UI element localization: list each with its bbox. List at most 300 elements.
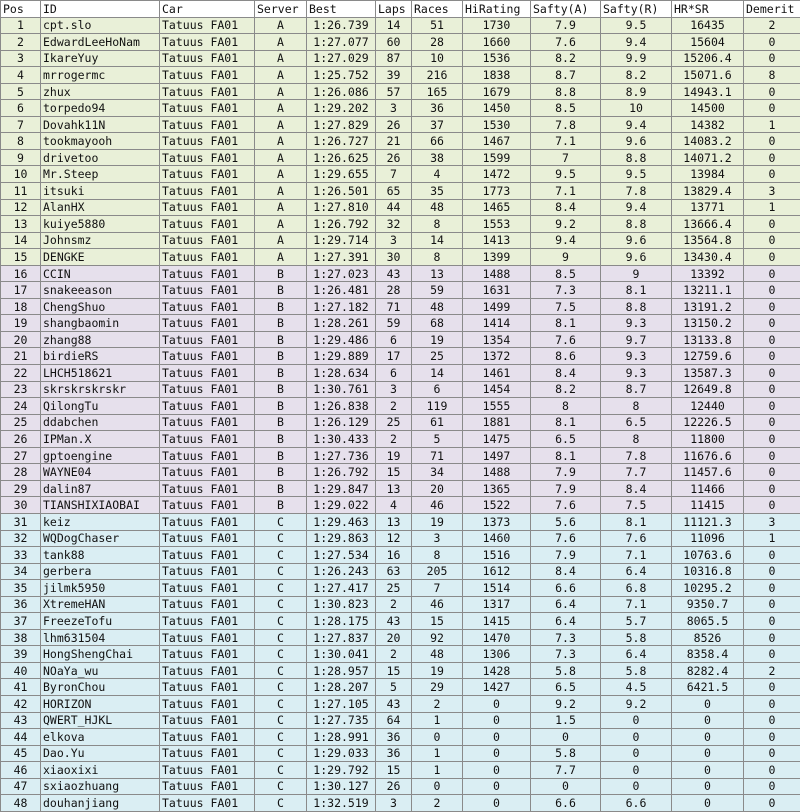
races-cell: 2 [412, 695, 463, 712]
table-row[interactable] [1, 315, 800, 332]
pos-cell: 15 [1, 249, 41, 266]
car-cell: Tatuus FA01 [160, 381, 255, 398]
hr-sr-cell: 0 [672, 795, 744, 812]
table-row[interactable] [1, 679, 800, 696]
safety-r-cell: 9.6 [601, 133, 672, 150]
col-header-id[interactable]: ID [41, 1, 160, 18]
safety-r-cell: 9.3 [601, 365, 672, 382]
hirating-cell: 0 [463, 778, 531, 795]
laps-cell: 60 [376, 34, 412, 51]
table-row[interactable] [1, 365, 800, 382]
safety-r-cell: 9.2 [601, 695, 672, 712]
server-cell: A [255, 166, 307, 183]
safety-r-cell: 6.5 [601, 414, 672, 431]
races-cell: 20 [412, 480, 463, 497]
table-row[interactable] [1, 116, 800, 133]
demerit-cell: 0 [744, 795, 800, 812]
hr-sr-cell: 13430.4 [672, 249, 744, 266]
server-cell: B [255, 365, 307, 382]
laps-cell: 64 [376, 712, 412, 729]
safety-a-cell: 7.6 [531, 530, 601, 547]
safety-r-cell: 7.8 [601, 183, 672, 200]
best-lap-cell: 1:26.792 [307, 464, 376, 481]
car-cell: Tatuus FA01 [160, 563, 255, 580]
table-row[interactable] [1, 547, 800, 564]
safety-a-cell: 6.6 [531, 795, 601, 812]
hr-sr-cell: 0 [672, 762, 744, 779]
server-cell: C [255, 629, 307, 646]
hr-sr-cell: 11457.6 [672, 464, 744, 481]
demerit-cell: 3 [744, 183, 800, 200]
safety-a-cell: 7.5 [531, 298, 601, 315]
races-cell: 34 [412, 464, 463, 481]
safety-a-cell: 7.6 [531, 497, 601, 514]
hirating-cell: 1599 [463, 149, 531, 166]
best-lap-cell: 1:27.023 [307, 265, 376, 282]
demerit-cell: 0 [744, 381, 800, 398]
server-cell: C [255, 596, 307, 613]
pos-cell: 29 [1, 480, 41, 497]
pos-cell: 20 [1, 331, 41, 348]
server-cell: A [255, 50, 307, 67]
car-cell: Tatuus FA01 [160, 265, 255, 282]
demerit-cell: 0 [744, 83, 800, 100]
server-cell: C [255, 695, 307, 712]
best-lap-cell: 1:29.889 [307, 348, 376, 365]
safety-a-cell: 7.9 [531, 547, 601, 564]
laps-cell: 2 [376, 646, 412, 663]
best-lap-cell: 1:26.792 [307, 216, 376, 233]
safety-a-cell: 7.8 [531, 116, 601, 133]
safety-a-cell: 8.5 [531, 100, 601, 117]
car-cell: Tatuus FA01 [160, 331, 255, 348]
car-cell: Tatuus FA01 [160, 480, 255, 497]
table-row[interactable] [1, 166, 800, 183]
hr-sr-cell: 8358.4 [672, 646, 744, 663]
table-row[interactable] [1, 497, 800, 514]
laps-cell: 6 [376, 331, 412, 348]
pos-cell: 4 [1, 67, 41, 84]
table-row[interactable] [1, 447, 800, 464]
server-cell: C [255, 530, 307, 547]
races-cell: 8 [412, 216, 463, 233]
table-row[interactable] [1, 795, 800, 812]
table-row[interactable] [1, 695, 800, 712]
hirating-cell: 1773 [463, 183, 531, 200]
col-header-demerit[interactable]: Demerit [744, 1, 800, 18]
id-cell: shangbaomin [41, 315, 160, 332]
pos-cell: 16 [1, 265, 41, 282]
table-row[interactable] [1, 232, 800, 249]
col-header-pos[interactable]: Pos [1, 1, 41, 18]
best-lap-cell: 1:32.519 [307, 795, 376, 812]
pos-cell: 37 [1, 613, 41, 630]
best-lap-cell: 1:26.481 [307, 282, 376, 299]
safety-r-cell: 9.4 [601, 199, 672, 216]
car-cell: Tatuus FA01 [160, 149, 255, 166]
id-cell: mrrogermc [41, 67, 160, 84]
col-header-best[interactable]: Best [307, 1, 376, 18]
server-cell: B [255, 298, 307, 315]
hirating-cell: 1399 [463, 249, 531, 266]
safety-r-cell: 8.7 [601, 381, 672, 398]
laps-cell: 7 [376, 166, 412, 183]
safety-a-cell: 8.7 [531, 67, 601, 84]
hr-sr-cell: 13829.4 [672, 183, 744, 200]
safety-r-cell: 8.9 [601, 83, 672, 100]
server-cell: C [255, 580, 307, 597]
safety-a-cell: 7.9 [531, 17, 601, 34]
laps-cell: 25 [376, 414, 412, 431]
hirating-cell: 1306 [463, 646, 531, 663]
races-cell: 37 [412, 116, 463, 133]
races-cell: 25 [412, 348, 463, 365]
races-cell: 92 [412, 629, 463, 646]
demerit-cell: 0 [744, 762, 800, 779]
hr-sr-cell: 14500 [672, 100, 744, 117]
laps-cell: 26 [376, 778, 412, 795]
col-header-laps[interactable]: Laps [376, 1, 412, 18]
table-row[interactable] [1, 216, 800, 233]
demerit-cell: 0 [744, 778, 800, 795]
id-cell: douhanjiang [41, 795, 160, 812]
safety-r-cell: 9.9 [601, 50, 672, 67]
server-cell: A [255, 149, 307, 166]
laps-cell: 12 [376, 530, 412, 547]
best-lap-cell: 1:27.029 [307, 50, 376, 67]
hirating-cell: 1881 [463, 414, 531, 431]
table-row[interactable] [1, 563, 800, 580]
safety-r-cell: 8 [601, 431, 672, 448]
hr-sr-cell: 13587.3 [672, 365, 744, 382]
hr-sr-cell: 15206.4 [672, 50, 744, 67]
laps-cell: 15 [376, 762, 412, 779]
hr-sr-cell: 13392 [672, 265, 744, 282]
table-row[interactable] [1, 431, 800, 448]
laps-cell: 26 [376, 149, 412, 166]
server-cell: B [255, 497, 307, 514]
best-lap-cell: 1:30.761 [307, 381, 376, 398]
id-cell: DENGKE [41, 249, 160, 266]
best-lap-cell: 1:30.127 [307, 778, 376, 795]
hr-sr-cell: 15604 [672, 34, 744, 51]
hr-sr-cell: 12759.6 [672, 348, 744, 365]
server-cell: C [255, 762, 307, 779]
demerit-cell: 0 [744, 149, 800, 166]
safety-r-cell: 0 [601, 745, 672, 762]
best-lap-cell: 1:26.727 [307, 133, 376, 150]
id-cell: NOaYa_wu [41, 662, 160, 679]
table-row[interactable] [1, 762, 800, 779]
best-lap-cell: 1:27.105 [307, 695, 376, 712]
pos-cell: 40 [1, 662, 41, 679]
table-row[interactable] [1, 183, 800, 200]
hirating-cell: 1461 [463, 365, 531, 382]
demerit-cell: 0 [744, 100, 800, 117]
table-row[interactable] [1, 249, 800, 266]
best-lap-cell: 1:26.739 [307, 17, 376, 34]
car-cell: Tatuus FA01 [160, 133, 255, 150]
hr-sr-cell: 10763.6 [672, 547, 744, 564]
laps-cell: 25 [376, 580, 412, 597]
hr-sr-cell: 11096 [672, 530, 744, 547]
races-cell: 29 [412, 679, 463, 696]
hr-sr-cell: 13666.4 [672, 216, 744, 233]
races-cell: 15 [412, 613, 463, 630]
id-cell: TIANSHIXIAOBAI [41, 497, 160, 514]
races-cell: 59 [412, 282, 463, 299]
pos-cell: 36 [1, 596, 41, 613]
races-cell: 13 [412, 265, 463, 282]
best-lap-cell: 1:28.261 [307, 315, 376, 332]
col-header-car[interactable]: Car [160, 1, 255, 18]
table-row[interactable] [1, 398, 800, 415]
hr-sr-cell: 8282.4 [672, 662, 744, 679]
safety-r-cell: 5.7 [601, 613, 672, 630]
table-row[interactable] [1, 613, 800, 630]
server-cell: A [255, 183, 307, 200]
server-cell: C [255, 745, 307, 762]
pos-cell: 23 [1, 381, 41, 398]
pos-cell: 2 [1, 34, 41, 51]
races-cell: 7 [412, 580, 463, 597]
table-row[interactable] [1, 282, 800, 299]
car-cell: Tatuus FA01 [160, 778, 255, 795]
safety-r-cell: 9.5 [601, 17, 672, 34]
best-lap-cell: 1:26.501 [307, 183, 376, 200]
car-cell: Tatuus FA01 [160, 795, 255, 812]
table-row[interactable] [1, 580, 800, 597]
hr-sr-cell: 13133.8 [672, 331, 744, 348]
hirating-cell: 1522 [463, 497, 531, 514]
id-cell: skrskrskrskr [41, 381, 160, 398]
col-header-races[interactable]: Races [412, 1, 463, 18]
races-cell: 19 [412, 513, 463, 530]
table-header [1, 1, 800, 18]
laps-cell: 2 [376, 431, 412, 448]
table-row[interactable] [1, 596, 800, 613]
table-row[interactable] [1, 414, 800, 431]
safety-r-cell: 7.7 [601, 464, 672, 481]
hirating-cell: 1838 [463, 67, 531, 84]
laps-cell: 39 [376, 67, 412, 84]
safety-r-cell: 8.8 [601, 216, 672, 233]
best-lap-cell: 1:27.417 [307, 580, 376, 597]
server-cell: A [255, 17, 307, 34]
id-cell: QilongTu [41, 398, 160, 415]
laps-cell: 16 [376, 547, 412, 564]
hirating-cell: 1413 [463, 232, 531, 249]
safety-r-cell: 9 [601, 265, 672, 282]
table-row[interactable] [1, 83, 800, 100]
table-row[interactable] [1, 381, 800, 398]
server-cell: A [255, 133, 307, 150]
hirating-cell: 1373 [463, 513, 531, 530]
laps-cell: 59 [376, 315, 412, 332]
races-cell: 6 [412, 381, 463, 398]
id-cell: jilmk5950 [41, 580, 160, 597]
col-header-hirating[interactable]: HiRating [463, 1, 531, 18]
pos-cell: 35 [1, 580, 41, 597]
table-row[interactable] [1, 348, 800, 365]
safety-r-cell: 7.1 [601, 547, 672, 564]
id-cell: zhux [41, 83, 160, 100]
safety-a-cell: 7.6 [531, 331, 601, 348]
laps-cell: 4 [376, 497, 412, 514]
demerit-cell: 0 [744, 133, 800, 150]
hirating-cell: 1454 [463, 381, 531, 398]
table-row[interactable] [1, 480, 800, 497]
best-lap-cell: 1:27.829 [307, 116, 376, 133]
id-cell: IkareYuy [41, 50, 160, 67]
pos-cell: 42 [1, 695, 41, 712]
laps-cell: 36 [376, 745, 412, 762]
pos-cell: 5 [1, 83, 41, 100]
safety-a-cell: 8.2 [531, 381, 601, 398]
pos-cell: 25 [1, 414, 41, 431]
car-cell: Tatuus FA01 [160, 596, 255, 613]
col-header-safety-r[interactable]: Safty(R) [601, 1, 672, 18]
demerit-cell: 0 [744, 480, 800, 497]
table-row[interactable] [1, 34, 800, 51]
server-cell: A [255, 34, 307, 51]
server-cell: A [255, 83, 307, 100]
safety-r-cell: 9.6 [601, 249, 672, 266]
best-lap-cell: 1:26.129 [307, 414, 376, 431]
hirating-cell: 1660 [463, 34, 531, 51]
safety-a-cell: 7.3 [531, 629, 601, 646]
races-cell: 216 [412, 67, 463, 84]
table-row[interactable] [1, 199, 800, 216]
laps-cell: 13 [376, 513, 412, 530]
table-row[interactable] [1, 331, 800, 348]
best-lap-cell: 1:28.957 [307, 662, 376, 679]
safety-r-cell: 9.3 [601, 315, 672, 332]
pos-cell: 34 [1, 563, 41, 580]
table-row[interactable] [1, 100, 800, 117]
table-row[interactable] [1, 464, 800, 481]
table-row[interactable] [1, 530, 800, 547]
demerit-cell: 1 [744, 530, 800, 547]
safety-r-cell: 7.6 [601, 530, 672, 547]
pos-cell: 30 [1, 497, 41, 514]
safety-r-cell: 7.1 [601, 596, 672, 613]
demerit-cell: 0 [744, 464, 800, 481]
safety-a-cell: 1.5 [531, 712, 601, 729]
table-body [1, 17, 800, 811]
hirating-cell: 1553 [463, 216, 531, 233]
col-header-safety-a[interactable]: Safty(A) [531, 1, 601, 18]
pos-cell: 1 [1, 17, 41, 34]
safety-r-cell: 6.4 [601, 563, 672, 580]
id-cell: LHCH518621 [41, 365, 160, 382]
server-cell: C [255, 795, 307, 812]
demerit-cell: 0 [744, 563, 800, 580]
server-cell: B [255, 431, 307, 448]
col-header-server[interactable]: Server [255, 1, 307, 18]
demerit-cell: 0 [744, 315, 800, 332]
table-row[interactable] [1, 629, 800, 646]
laps-cell: 43 [376, 613, 412, 630]
pos-cell: 18 [1, 298, 41, 315]
table-row[interactable] [1, 67, 800, 84]
best-lap-cell: 1:28.175 [307, 613, 376, 630]
demerit-cell: 0 [744, 249, 800, 266]
server-cell: A [255, 67, 307, 84]
hirating-cell: 1497 [463, 447, 531, 464]
table-row[interactable] [1, 149, 800, 166]
table-row[interactable] [1, 646, 800, 663]
table-row[interactable] [1, 745, 800, 762]
best-lap-cell: 1:27.810 [307, 199, 376, 216]
table-row[interactable] [1, 729, 800, 746]
id-cell: Dao.Yu [41, 745, 160, 762]
races-cell: 10 [412, 50, 463, 67]
races-cell: 14 [412, 365, 463, 382]
hirating-cell: 1372 [463, 348, 531, 365]
id-cell: drivetoo [41, 149, 160, 166]
hr-sr-cell: 14382 [672, 116, 744, 133]
best-lap-cell: 1:28.634 [307, 365, 376, 382]
pos-cell: 7 [1, 116, 41, 133]
demerit-cell: 0 [744, 712, 800, 729]
demerit-cell: 0 [744, 580, 800, 597]
server-cell: B [255, 331, 307, 348]
demerit-cell: 0 [744, 365, 800, 382]
hirating-cell: 1499 [463, 298, 531, 315]
table-row[interactable] [1, 50, 800, 67]
best-lap-cell: 1:27.534 [307, 547, 376, 564]
table-row[interactable] [1, 133, 800, 150]
safety-a-cell: 5.6 [531, 513, 601, 530]
table-row[interactable] [1, 17, 800, 34]
hr-sr-cell: 9350.7 [672, 596, 744, 613]
table-row[interactable] [1, 712, 800, 729]
safety-a-cell: 6.6 [531, 580, 601, 597]
laps-cell: 65 [376, 183, 412, 200]
races-cell: 48 [412, 646, 463, 663]
table-row[interactable] [1, 778, 800, 795]
col-header-hr-sr[interactable]: HR*SR [672, 1, 744, 18]
demerit-cell: 0 [744, 431, 800, 448]
id-cell: dalin87 [41, 480, 160, 497]
id-cell: tookmayooh [41, 133, 160, 150]
best-lap-cell: 1:29.714 [307, 232, 376, 249]
laps-cell: 3 [376, 232, 412, 249]
laps-cell: 13 [376, 480, 412, 497]
table-row[interactable] [1, 513, 800, 530]
hr-sr-cell: 13150.2 [672, 315, 744, 332]
laps-cell: 26 [376, 116, 412, 133]
safety-a-cell: 8.1 [531, 447, 601, 464]
id-cell: WQDogChaser [41, 530, 160, 547]
car-cell: Tatuus FA01 [160, 447, 255, 464]
pos-cell: 41 [1, 679, 41, 696]
laps-cell: 15 [376, 662, 412, 679]
best-lap-cell: 1:29.792 [307, 762, 376, 779]
pos-cell: 6 [1, 100, 41, 117]
safety-r-cell: 8.1 [601, 282, 672, 299]
demerit-cell: 0 [744, 265, 800, 282]
safety-a-cell: 5.8 [531, 662, 601, 679]
table-row[interactable] [1, 298, 800, 315]
id-cell: tank88 [41, 547, 160, 564]
id-cell: birdieRS [41, 348, 160, 365]
id-cell: snakeeason [41, 282, 160, 299]
table-row[interactable] [1, 265, 800, 282]
car-cell: Tatuus FA01 [160, 613, 255, 630]
table-row[interactable] [1, 662, 800, 679]
